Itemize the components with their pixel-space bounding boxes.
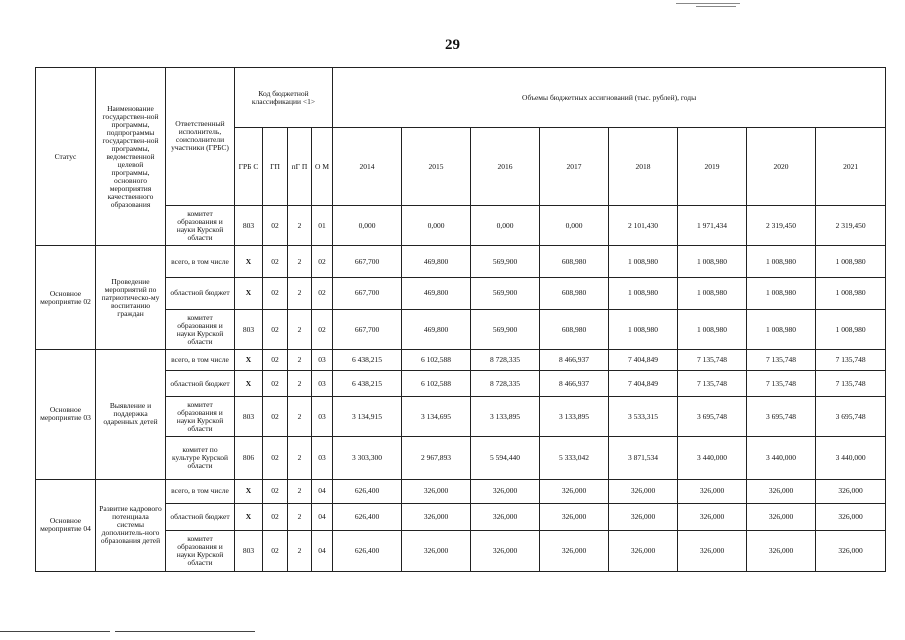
footer-rule xyxy=(115,631,255,632)
value-cell: 2 101,430 xyxy=(609,205,678,245)
value-cell: 7 135,748 xyxy=(747,371,816,396)
value-cell: 7 135,748 xyxy=(816,371,886,396)
year-header: 2014 xyxy=(333,128,402,205)
continuation-name: качественного образования xyxy=(107,191,154,209)
value-cell: 326,000 xyxy=(402,479,471,503)
value-cell: 7 404,849 xyxy=(609,350,678,371)
value-cell: 326,000 xyxy=(816,479,886,503)
value-cell: 1 008,980 xyxy=(678,278,747,310)
value-cell: 0,000 xyxy=(540,205,609,245)
value-cell: 326,000 xyxy=(609,530,678,571)
value-cell: 667,700 xyxy=(333,309,402,349)
year-header: 2017 xyxy=(540,128,609,205)
code-cell: 2 xyxy=(288,437,312,479)
value-cell: 626,400 xyxy=(333,530,402,571)
value-cell: 326,000 xyxy=(540,479,609,503)
value-cell: 3 871,534 xyxy=(609,437,678,479)
value-cell: 469,800 xyxy=(402,246,471,278)
value-cell: 326,000 xyxy=(609,504,678,531)
code-cell: 02 xyxy=(263,278,288,310)
value-cell: 1 008,980 xyxy=(609,278,678,310)
value-cell: 326,000 xyxy=(678,479,747,503)
value-cell: 2 967,893 xyxy=(402,437,471,479)
value-cell: 5 594,440 xyxy=(471,437,540,479)
year-header: 2016 xyxy=(471,128,540,205)
code-cell: 806 xyxy=(235,437,263,479)
code-cell: 02 xyxy=(263,479,288,503)
value-cell: 326,000 xyxy=(747,530,816,571)
header-row-top xyxy=(36,68,886,128)
code-cell: 03 xyxy=(312,371,333,396)
code-cell: 2 xyxy=(288,278,312,310)
value-cell: 7 135,748 xyxy=(747,350,816,371)
value-cell: 8 728,335 xyxy=(471,350,540,371)
code-cell: 02 xyxy=(263,396,288,436)
code-cell: 02 xyxy=(263,371,288,396)
footer-rule xyxy=(0,631,110,632)
value-cell: 7 404,849 xyxy=(609,371,678,396)
value-cell: 326,000 xyxy=(471,530,540,571)
value-cell: 5 333,042 xyxy=(540,437,609,479)
executor-cell: комитет по культуре Курской области xyxy=(166,437,235,479)
value-cell: 326,000 xyxy=(816,504,886,531)
value-cell: 326,000 xyxy=(540,504,609,531)
code-cell: 03 xyxy=(312,350,333,371)
value-cell: 326,000 xyxy=(471,479,540,503)
value-cell: 326,000 xyxy=(402,504,471,531)
code-cell: 2 xyxy=(288,205,312,245)
code-cell: 03 xyxy=(312,437,333,479)
year-header: 2015 xyxy=(402,128,471,205)
code-col-header: О М xyxy=(312,128,333,205)
value-cell: 469,800 xyxy=(402,309,471,349)
executor-cell: всего, в том числе xyxy=(166,479,235,503)
code-cell: 2 xyxy=(288,504,312,531)
executor-header: Ответственный исполнитель, соисполнители участники (ГРБС) xyxy=(166,68,235,206)
value-cell: 1 008,980 xyxy=(678,309,747,349)
value-cell: 469,800 xyxy=(402,278,471,310)
year-header: 2021 xyxy=(816,128,886,205)
code-cell: 03 xyxy=(312,396,333,436)
code-cell: X xyxy=(235,246,263,278)
executor-cell: областной бюджет xyxy=(166,504,235,531)
value-cell: 326,000 xyxy=(471,504,540,531)
page-number: 29 xyxy=(445,37,460,53)
code-cell: 02 xyxy=(312,309,333,349)
code-cell: 04 xyxy=(312,479,333,503)
value-cell: 6 438,215 xyxy=(333,371,402,396)
status-cell: Основное мероприятие 03 xyxy=(36,350,96,479)
code-cell: 02 xyxy=(263,504,288,531)
value-cell: 2 319,450 xyxy=(747,205,816,245)
status-cell: Основное мероприятие 02 xyxy=(36,246,96,350)
value-cell: 569,900 xyxy=(471,309,540,349)
executor-cell: областной бюджет xyxy=(166,278,235,310)
value-cell: 569,900 xyxy=(471,278,540,310)
value-cell: 326,000 xyxy=(678,530,747,571)
value-cell: 0,000 xyxy=(333,205,402,245)
code-cell: X xyxy=(235,278,263,310)
code-cell: 02 xyxy=(263,205,288,245)
table-row xyxy=(36,479,886,503)
code-cell: 01 xyxy=(312,205,333,245)
value-cell: 326,000 xyxy=(747,504,816,531)
code-cell: X xyxy=(235,479,263,503)
value-cell: 569,900 xyxy=(471,246,540,278)
name-cell: Проведение мероприятий по патриотическо-му воспитанию граждан xyxy=(96,246,166,350)
value-cell: 1 008,980 xyxy=(816,278,886,310)
code-cell: X xyxy=(235,350,263,371)
code-cell: 2 xyxy=(288,371,312,396)
code-cell: 2 xyxy=(288,396,312,436)
table-row xyxy=(36,246,886,278)
value-cell: 3 533,315 xyxy=(609,396,678,436)
value-cell: 0,000 xyxy=(402,205,471,245)
value-cell: 326,000 xyxy=(678,504,747,531)
year-header: 2020 xyxy=(747,128,816,205)
value-cell: 608,980 xyxy=(540,278,609,310)
code-cell: 2 xyxy=(288,530,312,571)
code-cell: 02 xyxy=(312,246,333,278)
value-cell: 6 438,215 xyxy=(333,350,402,371)
executor-cell: областной бюджет xyxy=(166,371,235,396)
status-cell: Основное мероприятие 04 xyxy=(36,479,96,571)
code-cell: 803 xyxy=(235,396,263,436)
value-cell: 6 102,588 xyxy=(402,350,471,371)
value-cell: 326,000 xyxy=(816,530,886,571)
value-cell: 326,000 xyxy=(747,479,816,503)
value-cell: 626,400 xyxy=(333,504,402,531)
value-cell: 1 008,980 xyxy=(816,246,886,278)
value-cell: 3 134,915 xyxy=(333,396,402,436)
executor-cell: комитет образования и науки Курской области xyxy=(166,530,235,571)
code-group-header: Код бюджетной классификации <1> xyxy=(235,68,333,128)
code-col-header: пГ П xyxy=(288,128,312,205)
value-cell: 1 971,434 xyxy=(678,205,747,245)
value-cell: 3 695,748 xyxy=(747,396,816,436)
executor-cell: всего, в том числе xyxy=(166,350,235,371)
code-cell: X xyxy=(235,504,263,531)
executor-cell: всего, в том числе xyxy=(166,246,235,278)
value-cell: 2 319,450 xyxy=(816,205,886,245)
executor-cell: комитет образования и науки Курской области xyxy=(166,396,235,436)
code-cell: 2 xyxy=(288,479,312,503)
code-cell: 02 xyxy=(263,246,288,278)
value-cell: 1 008,980 xyxy=(747,278,816,310)
code-cell: 2 xyxy=(288,309,312,349)
value-cell: 3 133,895 xyxy=(540,396,609,436)
code-cell: 02 xyxy=(263,530,288,571)
value-cell: 3 695,748 xyxy=(678,396,747,436)
name-cell: Выявление и поддержка одаренных детей xyxy=(96,350,166,479)
code-cell: 04 xyxy=(312,530,333,571)
value-cell: 1 008,980 xyxy=(816,309,886,349)
code-cell: 02 xyxy=(263,437,288,479)
code-cell: 02 xyxy=(263,309,288,349)
volumes-group-header: Объемы бюджетных ассигнований (тыс. рублей), годы xyxy=(333,68,886,128)
value-cell: 8 466,937 xyxy=(540,350,609,371)
name-header xyxy=(96,68,166,246)
value-cell: 326,000 xyxy=(402,530,471,571)
value-cell: 626,400 xyxy=(333,479,402,503)
table-row xyxy=(36,350,886,371)
value-cell: 1 008,980 xyxy=(747,309,816,349)
value-cell: 3 134,695 xyxy=(402,396,471,436)
value-cell: 6 102,588 xyxy=(402,371,471,396)
year-header: 2019 xyxy=(678,128,747,205)
code-cell: 04 xyxy=(312,504,333,531)
header-rule xyxy=(696,6,736,7)
code-cell: X xyxy=(235,371,263,396)
value-cell: 3 440,000 xyxy=(678,437,747,479)
value-cell: 3 133,895 xyxy=(471,396,540,436)
value-cell: 7 135,748 xyxy=(816,350,886,371)
name-header-text: Наименование государствен-ной программы, подпрограммы государствен-ной программы, ведомственной целевой программы, основного мероприятия xyxy=(102,103,159,193)
value-cell: 667,700 xyxy=(333,246,402,278)
code-cell: 2 xyxy=(288,246,312,278)
value-cell: 7 135,748 xyxy=(678,350,747,371)
executor-cell: комитет образования и науки Курской области xyxy=(166,309,235,349)
value-cell: 1 008,980 xyxy=(747,246,816,278)
header-rule xyxy=(676,3,740,4)
name-cell: Развитие кадрового потенциала системы дополнитель-ного образования детей xyxy=(96,479,166,571)
budget-table xyxy=(35,67,886,572)
value-cell: 326,000 xyxy=(609,479,678,503)
value-cell: 3 695,748 xyxy=(816,396,886,436)
value-cell: 3 440,000 xyxy=(747,437,816,479)
value-cell: 3 303,300 xyxy=(333,437,402,479)
value-cell: 667,700 xyxy=(333,278,402,310)
code-cell: 2 xyxy=(288,350,312,371)
code-cell: 02 xyxy=(312,278,333,310)
value-cell: 7 135,748 xyxy=(678,371,747,396)
code-cell: 803 xyxy=(235,309,263,349)
value-cell: 8 728,335 xyxy=(471,371,540,396)
code-col-header: ГРБ С xyxy=(235,128,263,205)
code-cell: 02 xyxy=(263,350,288,371)
status-header: Статус xyxy=(36,68,96,246)
value-cell: 8 466,937 xyxy=(540,371,609,396)
value-cell: 326,000 xyxy=(540,530,609,571)
code-cell: 803 xyxy=(235,530,263,571)
value-cell: 0,000 xyxy=(471,205,540,245)
value-cell: 1 008,980 xyxy=(609,309,678,349)
value-cell: 608,980 xyxy=(540,309,609,349)
code-col-header: ГП xyxy=(263,128,288,205)
year-header: 2018 xyxy=(609,128,678,205)
value-cell: 1 008,980 xyxy=(678,246,747,278)
value-cell: 3 440,000 xyxy=(816,437,886,479)
code-cell: 803 xyxy=(235,205,263,245)
value-cell: 1 008,980 xyxy=(609,246,678,278)
value-cell: 608,980 xyxy=(540,246,609,278)
executor-cell: комитет образования и науки Курской области xyxy=(166,205,235,245)
